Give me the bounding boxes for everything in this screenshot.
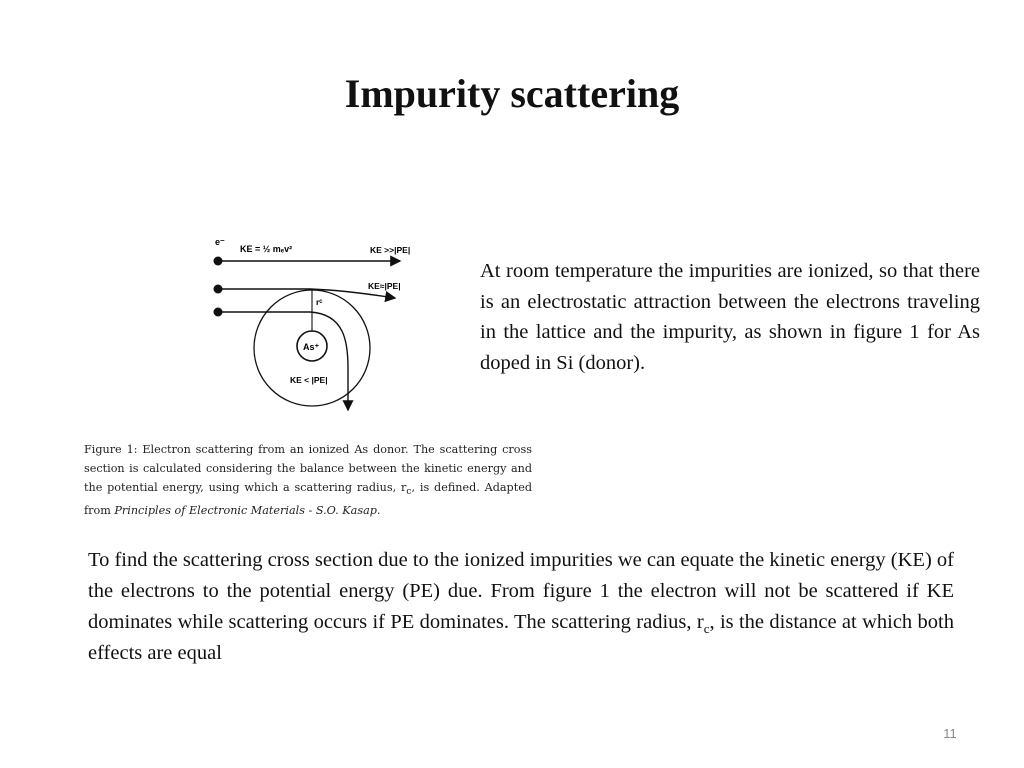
caption-after-sub: , is defined. Adapted from [84,481,532,518]
electron-label: e⁻ [215,237,225,247]
ion-label: As⁺ [303,342,320,352]
ke-gg-label: KE >>|PE| [370,245,411,255]
scattering-figure [200,228,450,423]
ke-lt-label: KE < |PE| [290,375,328,385]
electron-dot-2 [214,285,223,294]
caption-main: Figure 1: Electron scattering from an ionized As donor. The scattering cross section is calculated considering the balance between the kinetic energy and the potential energy, using which a scattering radius, r [84,443,532,494]
paragraph-2-sub: c [703,621,710,637]
ke-formula: KE = ½ mₑv² [240,244,293,254]
slide-title: Impurity scattering [344,71,680,116]
figure-caption [84,440,532,520]
ke-approx-label: KE≈|PE| [368,281,401,291]
paragraph-2 [88,545,954,669]
paragraph-2-main: To find the scattering cross section due to the ionized impurities we can equate the kinetic energy (KE) of the electrons to the potential energy (PE) due. From figure 1 the electron will not be scattered if KE dominates while scattering occurs if PE dominates. The scattering radius, r [88,549,954,633]
rc-label: rᶜ [316,297,323,307]
paragraph-2-end: , is the distance at which both effects are equal [88,611,954,664]
paragraph-1: At room temperature the impurities are ionized, so that there is an electrostatic attraction between the electrons traveling in the lattice and the impurity, as shown in figure 1 for As doped in Si (donor). [480,260,980,374]
electron-dot-3 [214,308,223,317]
trajectory-scattered [222,312,348,410]
caption-source: Principles of Electronic Materials - S.O. Kasap. [114,504,381,518]
caption-sub: c [406,486,412,498]
page-number: 11 [943,726,957,741]
electron-dot-1 [214,257,223,266]
